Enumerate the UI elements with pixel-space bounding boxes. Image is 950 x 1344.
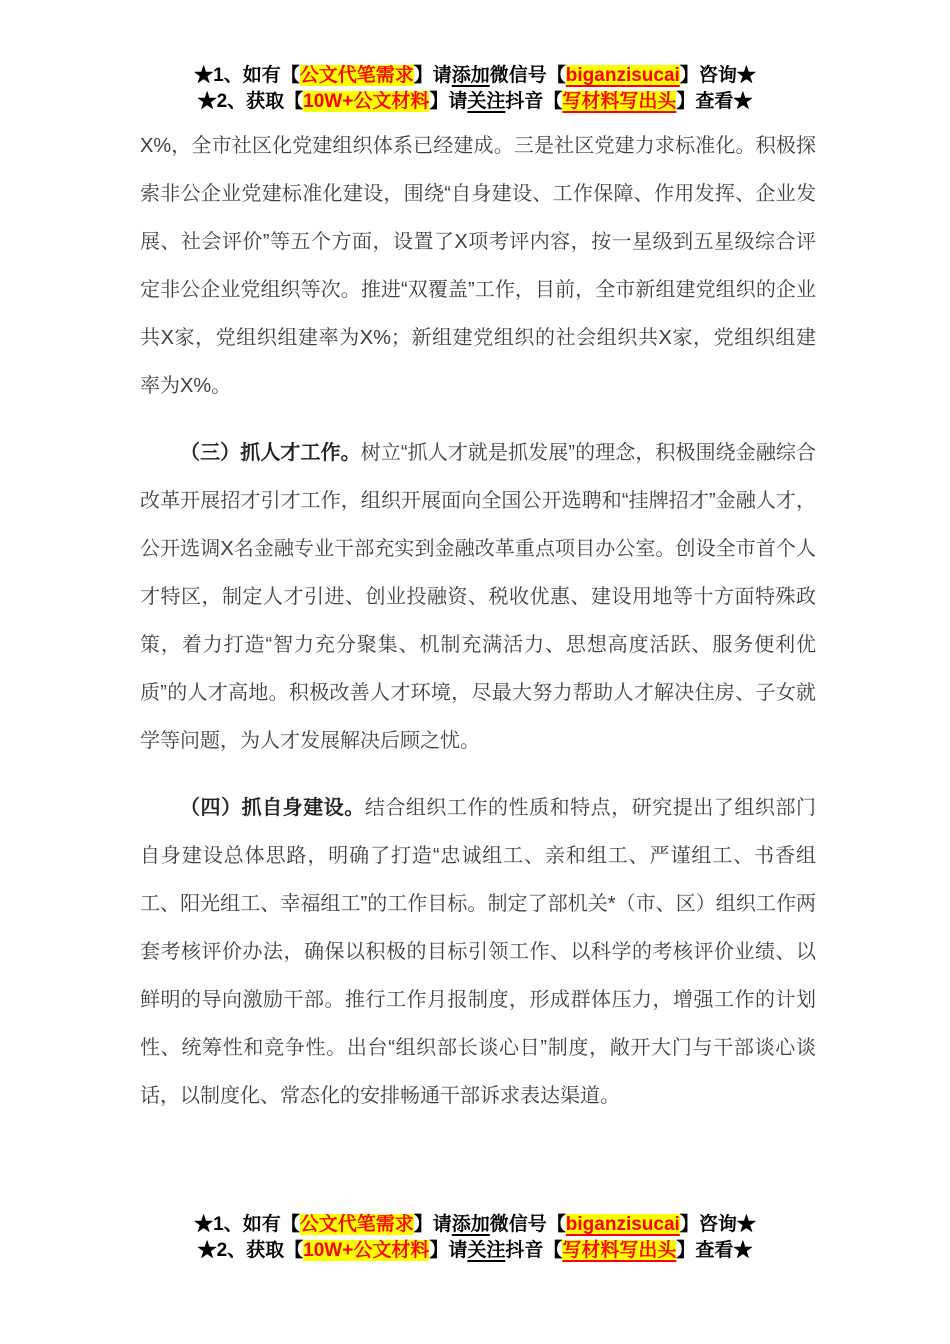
promo-text: ★2、获取【 — [197, 1240, 304, 1261]
paragraph-lead: （三）抓人才工作。 — [180, 442, 361, 464]
highlight-materials: 10W+公文材料 — [303, 1240, 430, 1261]
underline-follow-action: 关注 — [467, 91, 506, 112]
underline-follow-action: 关注 — [467, 1240, 506, 1261]
promo-text: ★1、如有【 — [194, 65, 300, 86]
promo-text: 微信号【 — [489, 1214, 566, 1235]
promo-text: 】请 — [429, 1240, 468, 1261]
highlight-writing-service: 公文代笔需求 — [299, 1214, 414, 1235]
promo-text: 】咨询★ — [679, 65, 756, 86]
paragraph-self-construction — [140, 784, 816, 1120]
promo-text: ★2、获取【 — [197, 91, 304, 112]
highlight-douyin-id: 写材料写出头 — [562, 1240, 677, 1261]
promo-line-2 — [0, 1238, 950, 1264]
paragraph-text: X%，全市社区化党建组织体系已经建成。三是社区党建力求标准化。积极探索非公企业党建标准化建设，围绕“自身建设、工作保障、作用发挥、企业发展、社会评价”等五个方面，设置了X项考评内容，按一星级到五星级综合评定非公企业党组织等次。推进“双覆盖”工作，目前，全市新组建党组织的企业共X家，党组织组建率为X%；新组建党组织的社会组织共X家，党组织组建率为X%。 — [140, 135, 816, 397]
promo-text: ★1、如有【 — [194, 1214, 300, 1235]
underline-add-action: 添加 — [451, 65, 490, 86]
highlight-douyin-id: 写材料写出头 — [562, 91, 677, 112]
promo-banner-top — [0, 63, 950, 115]
paragraph-lead: （四）抓自身建设。 — [180, 797, 365, 819]
highlight-writing-service: 公文代笔需求 — [299, 65, 414, 86]
promo-line-1 — [0, 63, 950, 89]
promo-text: 】咨询★ — [679, 1214, 756, 1235]
promo-text: 微信号【 — [489, 65, 566, 86]
highlight-materials: 10W+公文材料 — [303, 91, 430, 112]
promo-text: 抖音【 — [505, 91, 563, 112]
promo-line-1 — [0, 1212, 950, 1238]
paragraph-text: 树立“抓人才就是抓发展”的理念，积极围绕金融综合改革开展招才引才工作，组织开展面向全国公开选聘和“挂牌招才”金融人才，公开选调X名金融专业干部充实到金融改革重点项目办公室。创设全市首个人才特区，制定人才引进、创业投融资、税收优惠、建设用地等十方面特殊政策，着力打造“智力充分聚集、机制充满活力、思想高度活跃、服务便利优质”的人才高地。积极改善人才环境，尽最大努力帮助人才解决住房、子女就学等问题，为人才发展解决后顾之忧。 — [140, 442, 817, 752]
promo-text: 】查看★ — [676, 1240, 753, 1261]
highlight-wechat-id: biganzisucai — [565, 1214, 680, 1235]
promo-text: 】请 — [413, 65, 452, 86]
promo-banner-bottom — [0, 1212, 950, 1264]
document-body — [140, 122, 816, 1139]
underline-add-action: 添加 — [451, 1214, 490, 1235]
promo-text: 】请 — [413, 1214, 452, 1235]
promo-line-2 — [0, 89, 950, 115]
promo-text: 】请 — [429, 91, 468, 112]
promo-text: 抖音【 — [505, 1240, 563, 1261]
promo-text: 】查看★ — [676, 91, 753, 112]
paragraph-continuation — [140, 122, 816, 410]
paragraph-talent-work — [140, 429, 816, 765]
paragraph-text: 结合组织工作的性质和特点，研究提出了组织部门自身建设总体思路，明确了打造“忠诚组工、亲和组工、严谨组工、书香组工、阳光组工、幸福组工”的工作目标。制定了部机关*（市、区）组织工作两套考核评价办法，确保以积极的目标引领工作、以科学的考核评价业绩、以鲜明的导向激励干部。推行工作月报制度，形成群体压力，增强工作的计划性、统筹性和竞争性。出台“组织部长谈心日”制度，敞开大门与干部谈心谈话，以制度化、常态化的安排畅通干部诉求表达渠道。 — [140, 797, 817, 1107]
highlight-wechat-id: biganzisucai — [565, 65, 680, 86]
